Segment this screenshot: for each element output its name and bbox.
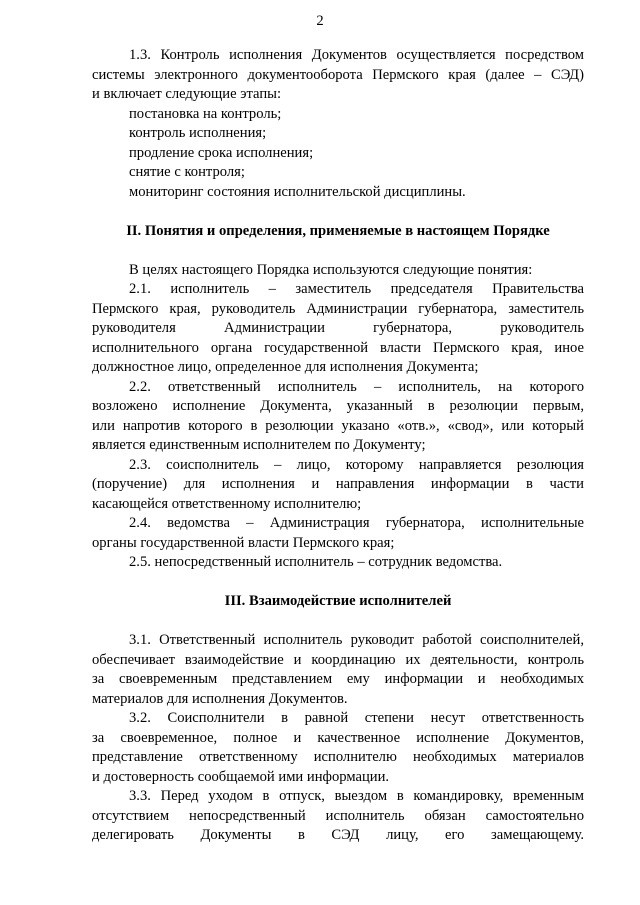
section-heading-3: III. Взаимодействие исполнителей (224, 593, 452, 609)
text-line: 2.2. ответственный исполнитель – исполнитель, на которого (129, 378, 584, 395)
text-line: материалов для исполнения Документов. (92, 690, 348, 707)
list-item: продление срока исполнения; (129, 144, 314, 161)
paragraph-2-3 (92, 456, 584, 515)
paragraph-3-1 (92, 631, 584, 709)
stages-list (92, 105, 584, 203)
text-line: (поручение) для исполнения и направления информации в части (92, 476, 584, 492)
text-line: за своевременным представлением ему информации и необходимых (92, 671, 584, 687)
list-item: мониторинг состояния исполнительской дисциплины. (129, 183, 466, 200)
text-line: 3.2. Соисполнители в равной степени несут ответственность (129, 710, 584, 726)
list-item: контроль исполнения; (129, 125, 267, 141)
text-line: Пермского края, руководитель Администрации губернатора, заместитель (92, 300, 584, 317)
spacer (92, 612, 584, 632)
spacer (92, 573, 584, 593)
text-line: возложено исполнение Документа, указанный в резолюции первым, (92, 398, 584, 414)
paragraph-3-3 (92, 787, 584, 846)
text-line: является единственным исполнителем по Документу; (92, 437, 426, 453)
paragraph-2-4 (92, 514, 584, 553)
text-line: органы государственной власти Пермского края; (92, 534, 395, 551)
text-line: 3.1. Ответственный исполнитель руководит работой соисполнителей, (129, 632, 584, 648)
text-line: 1.3. Контроль исполнения Документов осуществляется посредством (129, 47, 584, 63)
paragraph-3-2 (92, 709, 584, 787)
paragraph-1-3 (92, 46, 584, 105)
spacer (92, 202, 584, 222)
paragraph-2-2 (92, 378, 584, 456)
text-line: 2.1. исполнитель – заместитель председателя Правительства (129, 281, 584, 297)
text-line: исполнительного органа государственной власти Пермского края, иное (92, 339, 584, 356)
text-line: делегировать Документы в СЭД лицу, его замещающему. (92, 827, 584, 843)
text-line: и включает следующие этапы: (92, 86, 282, 102)
text-line: 2.3. соисполнитель – лицо, которому направляется резолюция (129, 456, 584, 473)
paragraph-2-5: 2.5. непосредственный исполнитель – сотрудник ведомства. (129, 554, 503, 570)
text-line: отсутствием непосредственный исполнитель обязан самостоятельно (92, 807, 584, 824)
text-line: системы электронного документооборота Пермского края (далее – СЭД) (92, 66, 584, 83)
text-line: представление ответственному исполнителю необходимых материалов (92, 749, 584, 765)
text-line: руководителя Администрации губернатора, руководитель (92, 320, 584, 336)
text-line: за своевременное, полное и качественное исполнение Документов, (92, 729, 584, 746)
section-heading-2: II. Понятия и определения, применяемые в настоящем Порядке (126, 222, 550, 239)
paragraph-2-1 (92, 280, 584, 378)
page-number: 2 (316, 13, 324, 29)
document-body (92, 46, 584, 846)
text-line: обеспечивает взаимодействие и координацию их деятельности, контроль (92, 651, 584, 668)
text-line: касающейся ответственному исполнителю; (92, 495, 362, 512)
text-line: или напротив которого в резолюции указано «отв.», «свод», или который (92, 417, 584, 434)
text-line: и достоверность сообщаемой ими информации. (92, 768, 390, 785)
spacer (92, 241, 584, 261)
list-item: снятие с контроля; (129, 164, 245, 180)
text-line: 3.3. Перед уходом в отпуск, выездом в командировку, временным (129, 788, 584, 804)
list-item: постановка на контроль; (129, 105, 282, 122)
text-line: должностное лицо, определенное для исполнения Документа; (92, 359, 479, 375)
section-2-intro: В целях настоящего Порядка используются следующие понятия: (129, 261, 533, 278)
text-line: 2.4. ведомства – Администрация губернатора, исполнительные (129, 515, 584, 531)
